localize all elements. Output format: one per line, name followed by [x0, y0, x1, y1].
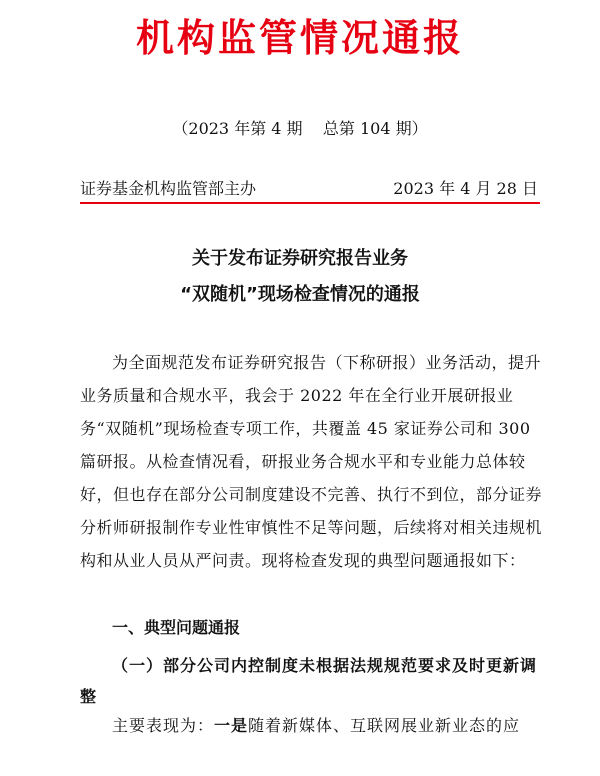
sponsor-department: 证券基金机构监管部主办	[80, 179, 257, 198]
publish-date: 2023 年 4 月 28 日	[393, 179, 538, 198]
main-performance-text: 随着新媒体、互联网展业新业态的应	[248, 716, 521, 735]
main-performance-lead: 主要表现为：	[112, 716, 215, 735]
subsection-heading-1: （一）部分公司内控制度未根据法规规范要求及时更新调整	[80, 656, 538, 706]
document-title-line-2: “双随机”现场检查情况的通报	[180, 284, 420, 305]
issue-number: （2023 年第 4 期 总第 104 期）	[172, 119, 428, 138]
section-heading-1: 一、典型问题通报	[112, 618, 241, 637]
body-text	[80, 346, 542, 577]
document-title-line-1: 关于发布证券研究报告业务	[192, 248, 408, 269]
masthead-title: 机构监管情况通报	[135, 16, 464, 60]
red-divider-line	[80, 202, 540, 204]
point-one-label: 一是	[214, 716, 249, 735]
intro-paragraph: 为全面规范发布证券研究报告（下称研报）业务活动，提升业务质量和合规水平，我会于 2022 年在全行业开展研报业务“双随机”现场检查专项工作，共覆盖 45 家证券公司和 300 篇研报。从检查情况看，研报业务合规水平和专业能力总体较好，但也存在部分公司制度建设不完善、执行不到位，部分证券分析师研报制作专业性审慎性不足等问题，后续将对相关违规机构和从业人员从严问责。现将检查发现的典型问题通报如下：	[80, 353, 543, 570]
main-performance-paragraph	[80, 714, 542, 738]
